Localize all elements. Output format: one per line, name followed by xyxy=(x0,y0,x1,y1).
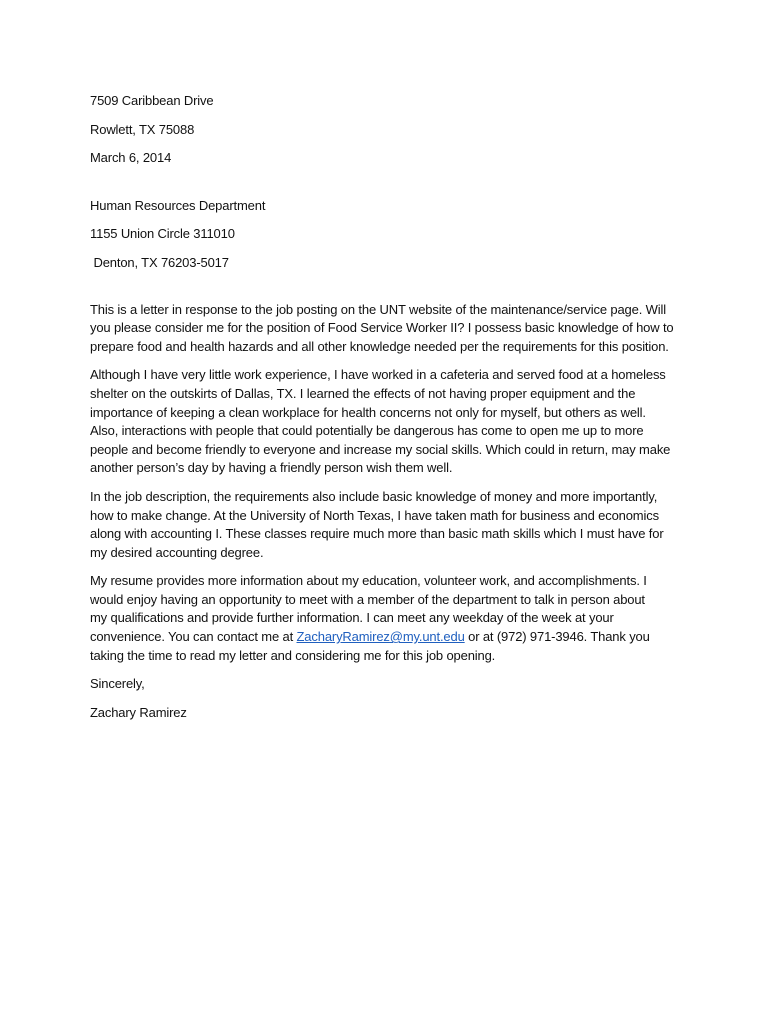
paragraph-line: Although I have very little work experience, I have worked in a cafeteria and served food at a homeless xyxy=(90,367,666,383)
body-paragraph-4 xyxy=(90,572,678,665)
body-paragraph-3 xyxy=(90,488,678,562)
body-paragraph-1 xyxy=(90,301,678,357)
paragraph-line: you please consider me for the position of Food Service Worker II? I possess basic knowledge of how to xyxy=(90,320,674,336)
letter-date: March 6, 2014 xyxy=(90,150,172,166)
recipient-street: 1155 Union Circle 311010 xyxy=(90,226,235,242)
paragraph-line: taking the time to read my letter and considering me for this job opening. xyxy=(90,647,496,663)
paragraph-line: shelter on the outskirts of Dallas, TX. I learned the effects of not having proper equipment and the xyxy=(90,385,636,401)
paragraph-line: my desired accounting degree. xyxy=(90,544,264,560)
closing xyxy=(90,675,678,722)
contact-line xyxy=(90,628,678,647)
paragraph-line: This is a letter in response to the job posting on the UNT website of the maintenance/service page. Will xyxy=(90,301,666,317)
sender-address xyxy=(90,92,678,168)
recipient-city-state-zip: Denton, TX 76203-5017 xyxy=(90,254,229,270)
paragraph-line: how to make change. At the University of North Texas, I have taken math for business and economics xyxy=(90,507,659,523)
cover-letter xyxy=(90,92,678,722)
paragraph-line: another person’s day by having a friendly person wish them well. xyxy=(90,460,453,476)
contact-suffix: or at (972) 971-3946. Thank you xyxy=(464,629,650,645)
paragraph-line: along with accounting I. These classes require much more than basic math skills which I must have for xyxy=(90,526,664,542)
body-paragraph-2 xyxy=(90,366,678,478)
sender-street: 7509 Caribbean Drive xyxy=(90,93,214,108)
paragraph-line: importance of keeping a clean workplace for health concerns not only for myself, but others as well. xyxy=(90,404,646,420)
paragraph-line: Also, interactions with people that could potentially be dangerous has come to open me up to more xyxy=(90,423,644,439)
contact-prefix: convenience. You can contact me at xyxy=(90,629,297,645)
sender-city-state-zip: Rowlett, TX 75088 xyxy=(90,121,195,137)
paragraph-line: my qualifications and provide further information. I can meet any weekday of the week at your xyxy=(90,610,614,626)
paragraph-line: prepare food and health hazards and all other knowledge needed per the requirements for this position. xyxy=(90,338,669,354)
paragraph-line: people and become friendly to everyone and increase my social skills. Which could in return, may make xyxy=(90,441,671,457)
signature-name: Zachary Ramirez xyxy=(90,704,187,720)
paragraph-line: My resume provides more information about my education, volunteer work, and accomplishments. I xyxy=(90,573,647,589)
recipient-department: Human Resources Department xyxy=(90,197,266,213)
paragraph-line: would enjoy having an opportunity to meet with a member of the department to talk in person about xyxy=(90,591,645,607)
paragraph-line: In the job description, the requirements also include basic knowledge of money and more importantly, xyxy=(90,488,658,504)
closing-salutation: Sincerely, xyxy=(90,676,145,692)
recipient-address xyxy=(90,197,678,273)
email-link[interactable]: ZacharyRamirez@my.unt.edu xyxy=(296,629,465,645)
